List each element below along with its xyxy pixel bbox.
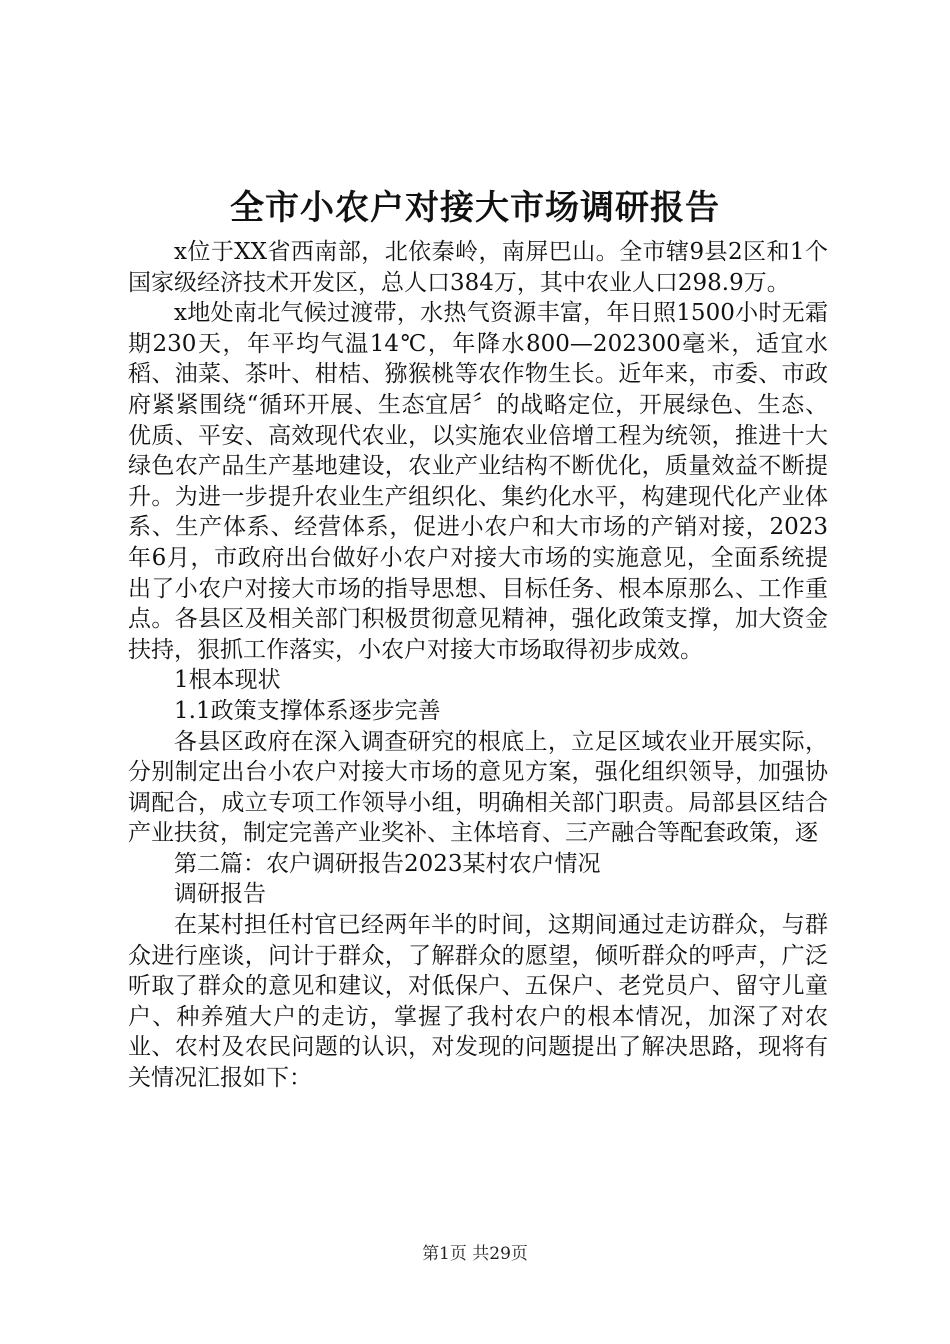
document-body bbox=[128, 237, 828, 1094]
paragraph-intro: x位于XX省西南部，北依秦岭，南屏巴山。全市辖9县2区和1个国家级经济技术开发区，总人口384万，其中农业人口298.9万。 bbox=[128, 239, 828, 296]
part-two-heading: 第二篇：农户调研报告2023某村农户情况 bbox=[174, 850, 601, 877]
report-label: 调研报告 bbox=[174, 881, 266, 908]
document-title: 全市小农户对接大市场调研报告 bbox=[230, 188, 720, 228]
paragraph-climate: x地处南北气候过渡带，水热气资源丰富，年日照1500小时无霜期230天，年平均气温14℃，年降水800—202300毫米，适宜水稻、油菜、茶叶、柑桔、猕猴桃等农作物生长。近年来，市委、市政府紧紧围绕“循环开展、生态宜居〞的战略定位，开展绿色、生态、优质、平安、高效现代农业，以实施农业倍增工程为统领，推进十大绿色农产品生产基地建设，农业产业结构不断优化，质量效益不断提升。为进一步提升农业生产组织化、集约化水平，构建现代化产业体系、生产体系、经营体系，促进小农户和大市场的产销对接，2023年6月，市政府出台做好小农户对接大市场的实施意见，全面系统提出了小农户对接大市场的指导思想、目标任务、根本原那么、工作重点。各县区及相关部门积极贯彻意见精神，强化政策支撑，加大资金扶持，狠抓工作落实，小农户对接大市场取得初步成效。 bbox=[128, 300, 828, 663]
paragraph-policy: 各县区政府在深入调查研究的根底上，立足区域农业开展实际，分别制定出台小农户对接大市场的意见方案，强化组织领导，加强协调配合，成立专项工作领导小组，明确相关部门职责。局部县区结合产业扶贫，制定完善产业奖补、主体培育、三产融合等配套政策，逐 bbox=[128, 728, 828, 847]
paragraph-village: 在某村担任村官已经两年半的时间，这期间通过走访群众，与群众进行座谈，问计于群众，了解群众的愿望，倾听群众的呼声，广泛听取了群众的意见和建议，对低保户、五保户、老党员户、留守儿童户、种养殖大户的走访，掌握了我村农户的根本情况，加深了对农业、农村及农民问题的认识，对发现的问题提出了解决思路，现将有关情况汇报如下： bbox=[128, 912, 828, 1092]
section-heading-1: 1根本现状 bbox=[174, 667, 281, 694]
page-number: 第1页 共29页 bbox=[422, 1244, 528, 1264]
section-heading-1-1: 1.1政策支撑体系逐步完善 bbox=[174, 697, 441, 724]
